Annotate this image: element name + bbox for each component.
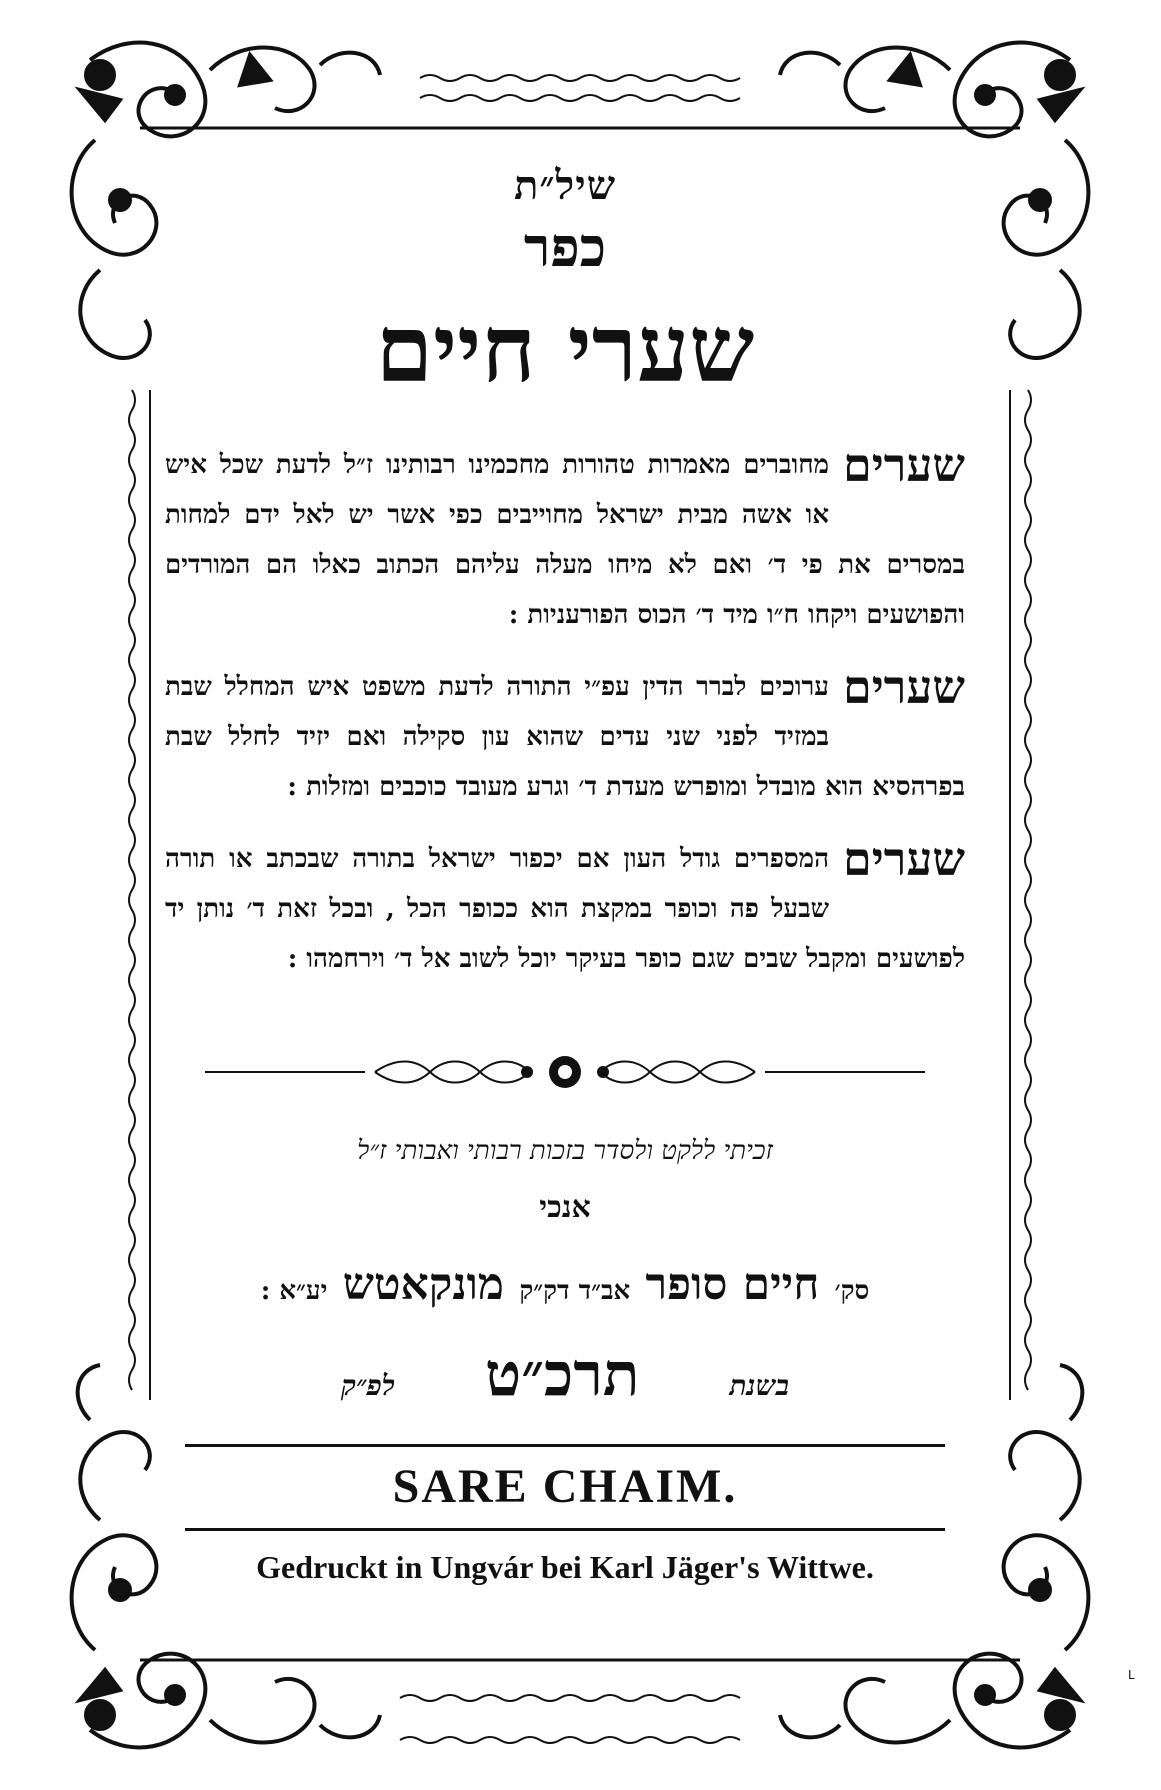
gate-lead-word: שערים [843,438,965,493]
in-year-label: בשנת [729,1369,789,1403]
era-label: לפ״ק [341,1369,396,1403]
gate-paragraph [165,834,965,984]
corner-mark: L [1128,1668,1135,1682]
gate-paragraph [165,662,965,812]
anochi-word: אנכי [539,1190,591,1226]
dedication-line: זכיתי ללקט ולסדר בזכות רבותי ואבותי ז״ל [357,1136,773,1167]
gate-text: המספרים גודל העון אם יכפור ישראל בתורה שבכתב או תורה שבעל פה וכופר במקצת הוא ככופר הכל , ובכל זאת ד׳ נותן יד לפושעים ומקבל שבים שגם כופר בעיקר יוכל לשוב אל ד׳ וירחמהו : [165,844,965,975]
divider-ornament [205,1052,925,1092]
gate-lead-word: שערים [843,660,965,715]
book-title: שערי חיים [375,295,755,403]
gate-text: ערוכים לברר הדין עפ״י התורה לדעת משפט איש המחלל שבת במזיד לפני שני עדים שהוא עון סקילה ואם יזיד לחלל שבת בפרהסיא הוא מובדל ומופרש מעדת ד׳ וגרע מעובד כוכבים ומזלות : [165,672,965,803]
abbreviation: שיל״ת [513,162,617,209]
imprint-line: Gedruckt in Ungvár bei Karl Jäger's Wittwe. [256,1549,874,1586]
author-suffix: יע״א : [260,1276,328,1307]
gate-lead-word: שערים [843,832,965,887]
author-prefix: סק׳ [834,1276,870,1307]
author-name: חיים סופר [645,1259,820,1311]
author-title: אב״ד דק״ק [519,1276,631,1307]
gate-text: מחוברים מאמרות טהורות מחכמינו רבותינו ז״ל לדעת שכל איש או אשה מבית ישראל מחוייבים כפי אשר יש לאל ידם למחות במסרים את פי ד׳ ואם לא מיחו מעלה עליהם הכתוב כאלו הם המורדים והפושעים ויקחו ח״ו מיד ד׳ הכוס הפורעניות : [165,450,965,631]
author-city: מונקאטש [342,1259,504,1311]
gate-paragraph [165,440,965,640]
title-page-text [165,150,965,1620]
gates-section [165,440,965,984]
latin-title: SARE CHAIM. [392,1460,738,1514]
author-line [165,1259,965,1310]
rule-top [185,1444,945,1447]
latin-block [165,1444,965,1586]
sefer-label: כפר [523,215,607,279]
year-value: תרכ״ט [485,1340,640,1411]
rule-bottom [185,1528,945,1531]
year-line [165,1340,965,1410]
